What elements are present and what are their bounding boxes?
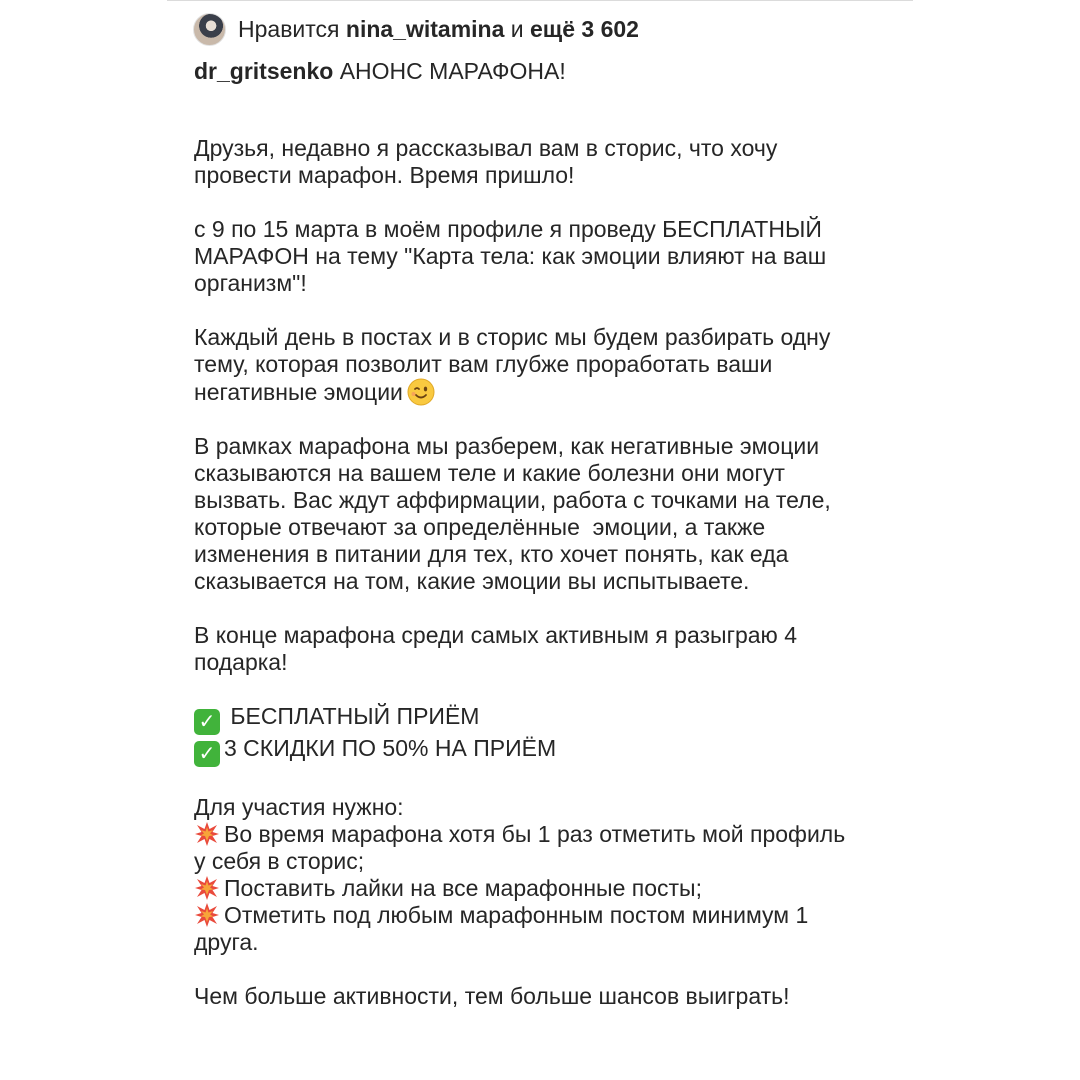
rule-text: Отметить под любым марафонным постом минимум 1	[224, 902, 809, 928]
liker-avatar[interactable]	[193, 13, 226, 46]
rule-text: Поставить лайки на все марафонные посты;	[224, 875, 702, 901]
author-username-link[interactable]: dr_gritsenko	[194, 58, 334, 84]
text-fragment: негативные эмоции	[194, 379, 403, 405]
paragraph-intro	[194, 135, 894, 189]
text-line: сказывается на том, какие эмоции вы испытываете.	[194, 568, 750, 594]
text-line: которые отвечают за определённые эмоции, а также	[194, 514, 766, 540]
rule-text: Во время марафона хотя бы 1 раз отметить мой профиль	[224, 821, 846, 847]
likes-row	[193, 12, 639, 46]
text-line: друга.	[194, 929, 259, 955]
prize-item	[194, 703, 894, 735]
text-line: МАРАФОН на тему "Карта тела: как эмоции влияют на ваш	[194, 243, 827, 269]
likes-count-link[interactable]: ещё 3 602	[530, 16, 639, 42]
likes-text	[238, 12, 639, 46]
rules-block	[194, 794, 894, 956]
text-line: с 9 по 15 марта в моём профиле я проведу БЕСПЛАТНЫЙ	[194, 216, 822, 242]
collision-icon	[194, 902, 220, 928]
rule-item	[194, 821, 894, 848]
liker-username-link[interactable]: nina_witamina	[345, 16, 505, 42]
text-line: В рамках марафона мы разберем, как негативные эмоции	[194, 433, 820, 459]
likes-conjunction: и	[510, 16, 524, 42]
text-line: подарка!	[194, 649, 288, 675]
rules-title: Для участия нужно:	[194, 794, 404, 820]
paragraph-gifts	[194, 622, 894, 676]
text-line: В конце марафона среди самых активным я разыграю 4	[194, 622, 797, 648]
post-caption	[194, 58, 894, 1037]
prize-list	[194, 703, 894, 767]
text-line: вызвать. Вас ждут аффирмации, работа с точками на теле,	[194, 487, 831, 513]
text-line: провести марафон. Время пришло!	[194, 162, 575, 188]
text-line: Чем больше активности, тем больше шансов выиграть!	[194, 983, 790, 1009]
text-line: у себя в сторис;	[194, 848, 365, 874]
text-line: Друзья, недавно я рассказывал вам в сторис, что хочу	[194, 135, 778, 161]
text-line: организм"!	[194, 270, 307, 296]
check-mark-button-icon	[194, 709, 220, 735]
winking-face-icon	[407, 378, 435, 406]
prize-text: 3 СКИДКИ ПО 50% НА ПРИЁМ	[224, 735, 557, 761]
text-line: изменения в питании для тех, кто хочет понять, как еда	[194, 541, 789, 567]
prize-item	[194, 735, 894, 767]
text-line: сказываются на вашем теле и какие болезни они могут	[194, 460, 785, 486]
paragraph-daily	[194, 324, 894, 406]
collision-icon	[194, 875, 220, 901]
paragraph-dates	[194, 216, 894, 297]
text-line: тему, которая позволит вам глубже проработать ваши	[194, 351, 773, 377]
rule-item	[194, 875, 894, 902]
top-divider	[167, 0, 913, 1]
collision-icon	[194, 821, 220, 847]
headline-text: АНОНС МАРАФОНА!	[339, 58, 566, 84]
text-line	[194, 378, 894, 406]
check-mark-button-icon	[194, 741, 220, 767]
likes-prefix: Нравится	[238, 16, 340, 42]
caption-headline	[194, 58, 894, 85]
text-line: Каждый день в постах и в сторис мы будем разбирать одну	[194, 324, 831, 350]
closing-line	[194, 983, 894, 1010]
rule-item	[194, 902, 894, 929]
paragraph-details	[194, 433, 894, 595]
prize-text: БЕСПЛАТНЫЙ ПРИЁМ	[224, 703, 480, 729]
